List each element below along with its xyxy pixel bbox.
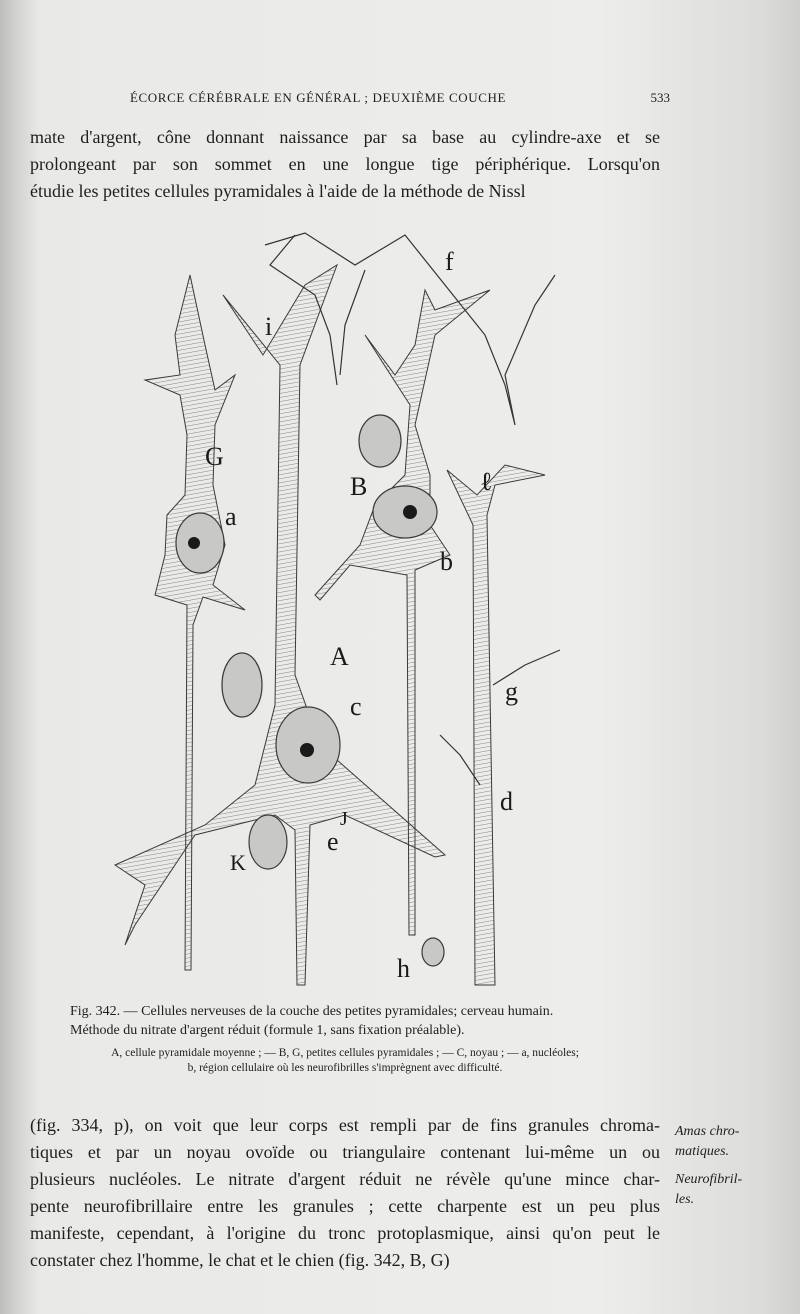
figure-caption bbox=[70, 1002, 655, 1040]
legend-line: b, région cellulaire où les neurofibrilles s'imprègnent avec difficulté. bbox=[187, 1062, 503, 1074]
margin-note-line: matiques. bbox=[675, 1144, 730, 1159]
cell-fragment-3 bbox=[249, 815, 287, 869]
label-G: G bbox=[205, 442, 224, 471]
figure-labels bbox=[205, 247, 518, 983]
running-head bbox=[130, 90, 670, 110]
label-k: K bbox=[230, 850, 246, 875]
label-c: c bbox=[350, 692, 362, 721]
text-line: manifeste, cependant, à l'origine du tronc protoplasmique, ainsi qu'on peut le bbox=[30, 1223, 660, 1243]
text-line: pente neurofibrillaire entre les granules ; cette charpente est un peu plus bbox=[30, 1196, 660, 1216]
running-title: ÉCORCE CÉRÉBRALE EN GÉNÉRAL ; DEUXIÈME COUCHE bbox=[130, 90, 507, 105]
cell-fragment-1 bbox=[359, 415, 401, 467]
label-h: h bbox=[397, 954, 410, 983]
label-f: f bbox=[445, 247, 454, 276]
caption-line: Fig. 342. — Cellules nerveuses de la couche des petites pyramidales; cerveau humain. bbox=[70, 1004, 554, 1019]
cell-a-body bbox=[115, 265, 445, 985]
text-line: tiques et par un noyau ovoïde ou triangulaire contenant lui-même un ou bbox=[30, 1142, 660, 1162]
label-e: e bbox=[327, 827, 339, 856]
label-a: a bbox=[225, 502, 237, 531]
label-A: A bbox=[330, 642, 349, 671]
label-B: B bbox=[350, 472, 368, 501]
nucleolus-b bbox=[403, 505, 417, 519]
text-line: constater chez l'homme, le chat et le chien (fig. 342, B, G) bbox=[30, 1250, 450, 1270]
fragment-h bbox=[422, 938, 444, 966]
legend-line: A, cellule pyramidale moyenne ; — B, G, petites cellules pyramidales ; — C, noyau ; — a, nucléoles; bbox=[111, 1047, 579, 1059]
margin-notes bbox=[675, 1122, 790, 1218]
bottom-paragraph bbox=[30, 1112, 660, 1274]
text-line: prolongeant par son sommet en une longue tige périphérique. Lorsqu'on bbox=[30, 154, 660, 174]
nucleolus-a bbox=[188, 537, 200, 549]
label-g: g bbox=[505, 677, 518, 706]
label-b: b bbox=[440, 547, 453, 576]
margin-note-line: Amas chro- bbox=[675, 1124, 740, 1139]
process-d bbox=[447, 465, 545, 985]
label-j: J bbox=[340, 808, 348, 830]
text-line: plusieurs nucléoles. Le nitrate d'argent réduit ne révèle qu'une mince char- bbox=[30, 1169, 660, 1189]
margin-note-line: Neurofibril- bbox=[675, 1172, 743, 1187]
neuron-illustration bbox=[105, 225, 575, 990]
figure-legend bbox=[30, 1046, 660, 1076]
margin-note bbox=[675, 1170, 790, 1210]
margin-note-line: les. bbox=[675, 1192, 695, 1207]
figure-drawing bbox=[105, 225, 575, 990]
nucleolus-c bbox=[300, 743, 314, 757]
label-i: i bbox=[265, 312, 273, 341]
cell-fragment-2 bbox=[222, 653, 262, 717]
top-paragraph bbox=[30, 124, 660, 205]
margin-note bbox=[675, 1122, 790, 1162]
label-l: ℓ bbox=[480, 467, 493, 496]
page-number: 533 bbox=[650, 90, 670, 105]
label-d: d bbox=[500, 787, 513, 816]
caption-line: Méthode du nitrate d'argent réduit (formule 1, sans fixation préalable). bbox=[70, 1023, 465, 1038]
text-line: mate d'argent, cône donnant naissance par sa base au cylindre-axe et se bbox=[30, 127, 660, 147]
text-line: étudie les petites cellules pyramidales à l'aide de la méthode de Nissl bbox=[30, 181, 526, 201]
fiber-g bbox=[493, 650, 560, 685]
text-line: (fig. 334, p), on voit que leur corps est rempli par de fins granules chroma- bbox=[30, 1115, 660, 1135]
